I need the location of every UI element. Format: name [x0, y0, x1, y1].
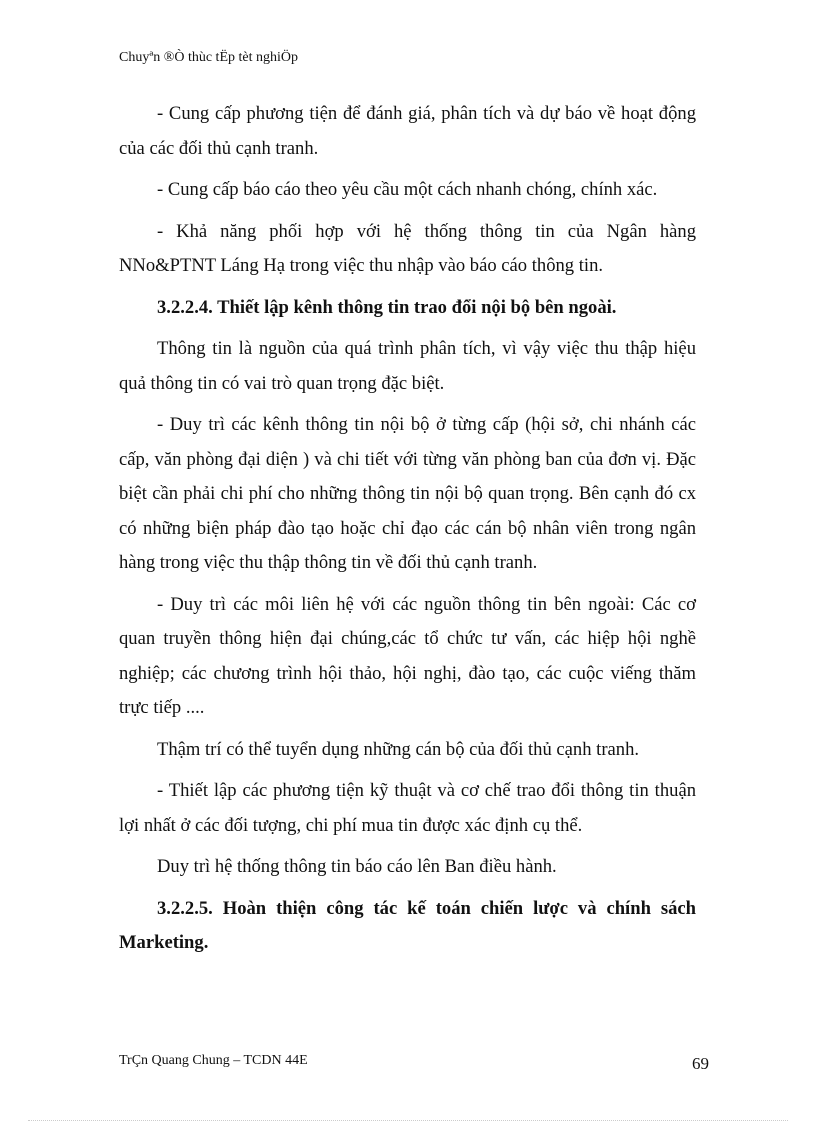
paragraph: - Cung cấp phương tiện để đánh giá, phân tích và dự báo về hoạt động của các đối thủ cạnh tranh. [119, 103, 696, 159]
running-header: Chuyªn ®Ò thùc tËp tèt nghiÖp [119, 50, 298, 65]
document-body [119, 97, 696, 968]
section-heading: 3.2.2.4. Thiết lập kênh thông tin trao đổi nội bộ bên ngoài. [157, 296, 617, 318]
section-heading: 3.2.2.5. Hoàn thiện công tác kế toán chiến lược và chính sách Marketing. [119, 897, 696, 953]
paragraph: - Thiết lập các phương tiện kỹ thuật và cơ chế trao đổi thông tin thuận lợi nhất ở các đối tượng, chi phí mua tin được xác định cụ thể. [119, 780, 696, 836]
paragraph: - Duy trì các môi liên hệ với các nguồn thông tin bên ngoài: Các cơ quan truyền thông hiện đại chúng,các tổ chức tư vấn, các hiệp hội nghề nghiệp; các chương trình hội thảo, hội nghị, đào tạo, các cuộc viếng thăm trực tiếp .... [119, 593, 696, 718]
page-number: 69 [692, 1054, 709, 1073]
paragraph: Duy trì hệ thống thông tin báo cáo lên Ban điều hành. [157, 856, 557, 877]
paragraph: Thậm trí có thể tuyển dụng những cán bộ của đối thủ cạnh tranh. [157, 738, 640, 760]
paragraph: - Cung cấp báo cáo theo yêu cầu một cách nhanh chóng, chính xác. [157, 179, 658, 200]
paragraph: Thông tin là nguồn của quá trình phân tích, vì vậy việc thu thập hiệu quả thông tin có vai trò quan trọng đặc biệt. [119, 338, 696, 394]
page-edge-divider [28, 1120, 788, 1121]
paragraph: - Khả năng phối hợp với hệ thống thông tin của Ngân hàng NNo&PTNT Láng Hạ trong việc thu nhập vào báo cáo thông tin. [119, 220, 696, 276]
footer-author: TrÇn Quang Chung – TCDN 44E [119, 1053, 308, 1068]
paragraph: - Duy trì các kênh thông tin nội bộ ở từng cấp (hội sở, chi nhánh các cấp, văn phòng đại diện ) và chi tiết với từng văn phòng ban của đơn vị. Đặc biệt cần phải chi phí cho những thông tin nội bộ quan trọng. Bên cạnh đó cx có những biện pháp đào tạo hoặc chỉ đạo các cán bộ nhân viên trong ngân hàng trong việc thu thập thông tin về đối thủ cạnh tranh. [119, 414, 696, 573]
